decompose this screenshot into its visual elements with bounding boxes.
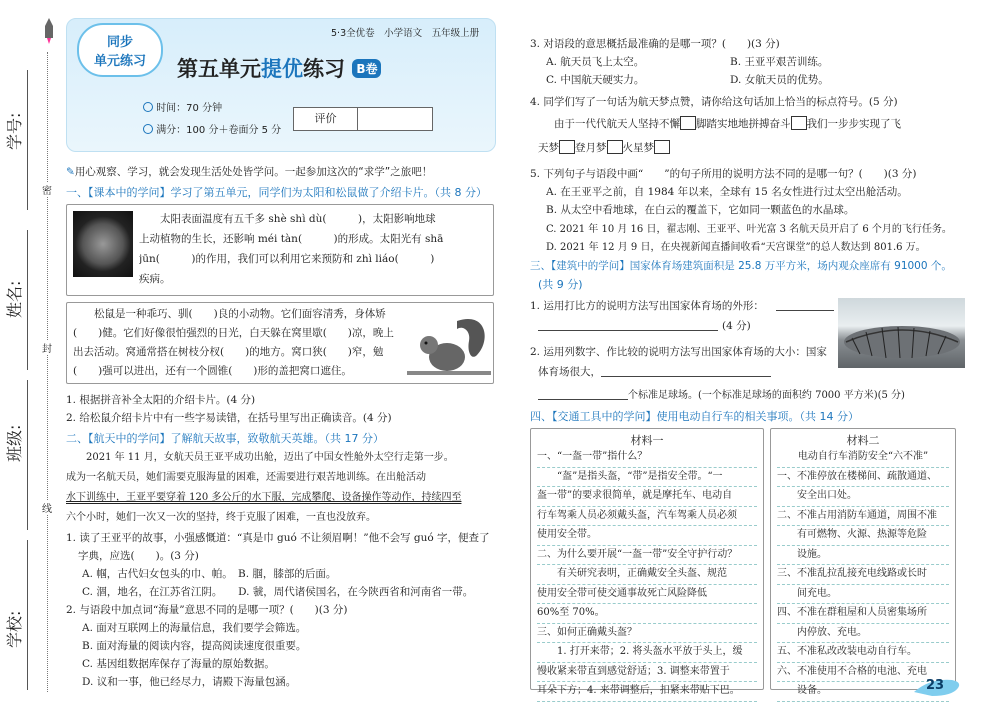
section4-title: 四、【交通工具中的学问】使用电动自行车的相关事项。（共 14 分） <box>530 410 859 423</box>
space-passage <box>66 448 496 528</box>
passage-line-4: 六个小时，她们一次又一次的坚持，终于克服了困难，一直也没放弃。 <box>66 512 376 523</box>
material-one-body: 一、“一盔一带”指什么？ “盔”是指头盔，“带”是指安全带。“一 盔一带”的要求很简单，就是摩托车、电动自 行车驾乘人员必须戴头盔，汽车驾乘人员必须 使用安全带。 二、为什么要开展“一盔一带”安全守护行动？ 有关研究表明，正确戴安全头盔、规范 使用安全带可使交通事故死亡风险降低 60%至 70%。 三、如何正确戴头盔？ 1. 打开来带；2. 将头盔水平放于头上，缓 慢收紧来带直到感觉舒适；3. 调整来带置于 耳朵下方；4. 来带调整后，扣紧来带贴下巴。 <box>531 448 763 702</box>
page-title <box>177 53 381 83</box>
s3-q1-answer-line[interactable] <box>776 310 834 311</box>
squirrel-image <box>407 311 491 379</box>
s2-question-2: 2. 与语段中加点词“海量”意思不同的是哪一项？( )(3 分) <box>66 604 348 616</box>
badge-line2: 单元练习 <box>93 54 146 69</box>
s2-q2-option-b: B. 面对海量的阅读内容，提高阅读速度很重要。 <box>82 640 307 652</box>
s2-q1-options-cd: C. 涸，地名，在江苏省江阴。 D. 虢，周代诸侯国名，在今陕西省和河南省一带。 <box>82 586 474 598</box>
s2-q1-options-ab: A. 帼，古代妇女包头的巾、帕。 B. 腘，膝部的后面。 <box>82 568 337 580</box>
r-q4-sentence-line2: 天梦 登月梦 火星梦 <box>538 140 838 155</box>
s3-q1-points: (4 分) <box>722 320 751 332</box>
time-info <box>143 99 222 114</box>
r-question-3: 3. 对语段的意思概括最准确的是哪一项？( )(3 分) <box>530 38 780 50</box>
page-number: 23 <box>926 678 945 693</box>
s3-question-1: 1. 运用打比方的说明方法写出国家体育场的外形： <box>530 300 764 312</box>
sun-line-1: 太阳表面温度有五千多 shè shì dù( )，太阳影响地球 <box>160 213 436 225</box>
unit-badge <box>77 23 163 77</box>
title-part1: 第五单元 <box>177 57 261 81</box>
score-text: 满分：100 分＋卷面分 5 分 <box>156 125 282 136</box>
punct-box-4[interactable] <box>607 140 623 154</box>
section3-points: (共 9 分) <box>538 278 583 291</box>
sun-image <box>73 211 133 277</box>
right-column <box>530 36 965 696</box>
clock-icon <box>143 102 153 112</box>
s1-question-1: 1. 根据拼音补全太阳的介绍卡片。(4 分) <box>66 394 256 406</box>
eval-label: 评价 <box>294 108 358 130</box>
s2-question-1: 1. 读了王亚平的故事，小强感慨道：“真是巾 guó 不让须眉啊！”他不会写 guó 字，便查了 <box>66 532 490 544</box>
r-q5-option-b: B. 从太空中看地球，在白云的覆盖下，它如同一颗蓝色的水晶球。 <box>546 204 855 216</box>
intro-text: ✎用心观察、学习，就会发现生活处处皆学问。一起参加这次的“求学”之旅吧！ <box>66 166 433 178</box>
dotted-cut-line <box>47 52 48 692</box>
material-two <box>770 428 956 696</box>
check-icon <box>143 124 153 134</box>
r-q5-option-a: A. 在王亚平之前，自 1984 年以来，全球有 15 名女性进行过太空出舱活动。 <box>546 186 908 198</box>
title-part2: 提优 <box>261 57 303 81</box>
r-q3-option-c: C. 中国航天硬实力。 <box>546 74 645 86</box>
eval-input[interactable] <box>358 108 432 130</box>
sun-line-3: jūn( )的作用，我们可以利用它来预防和 zhì liáo( ) <box>139 253 435 265</box>
class-label: 班级: <box>5 424 24 462</box>
sun-line-4: 疾病。 <box>139 273 171 285</box>
time-text: 时间：70 分钟 <box>156 103 223 114</box>
sun-card <box>66 204 494 296</box>
seal-xian: 线 <box>42 500 52 515</box>
series-text: 5·3全优卷 小学语文 五年级上册 <box>331 28 480 39</box>
b-tag: B卷 <box>352 59 381 78</box>
s2-q2-option-c: C. 基因组数据库保存了海量的原始数据。 <box>82 658 275 670</box>
left-column <box>66 18 496 698</box>
seal-mi: 密 <box>42 182 52 197</box>
rocket-icon <box>44 18 54 44</box>
r-q5-option-c: C. 2021 年 10 月 16 日，翟志刚、王亚平、叶光富 3 名航天员开启了 6 个月的飞行任务。 <box>546 224 952 235</box>
badge-line1: 同步 <box>106 35 133 50</box>
squirrel-line-2: ( )健。它们好像很怕强烈的日光，白天躲在窝里歇( )凉，晚上 <box>73 327 394 339</box>
squirrel-line-3: 出去活动。窝通常搭在树枝分杈( )的地方。窝口狭( )窄，勉 <box>73 346 384 358</box>
passage-line-3: 水下训练中，王亚平要穿着 120 多公斤的水下服，完成攀爬、设备操作等动作，持续四至 <box>66 492 462 503</box>
s2-q2-option-a: A. 面对互联网上的海量信息，我们要学会筛选。 <box>82 622 307 634</box>
s3-question-2: 2. 运用列数字、作比较的说明方法写出国家体育场的大小：国家 <box>530 346 827 358</box>
seal-feng: 封 <box>42 340 52 355</box>
squirrel-text <box>73 305 403 381</box>
s3-q1-answer-line-2[interactable] <box>538 330 718 331</box>
punct-box-3[interactable] <box>559 140 575 154</box>
pencil-icon: ✎ <box>66 166 75 178</box>
s2-q2-option-d: D. 议和一事，他已经尽力，请殿下海量包涵。 <box>82 676 297 688</box>
material-one <box>530 428 764 696</box>
s3-q2-answer-blank-2[interactable] <box>538 388 628 400</box>
evaluation-box[interactable] <box>293 107 433 131</box>
s1-question-2: 2. 给松鼠介绍卡片中有一些字易读错，在括号里写出正确读音。(4 分) <box>66 412 392 424</box>
r-q3-option-a: A. 航天员飞上太空。 <box>546 56 645 68</box>
section1-title: 一、【课本中的学问】学习了第五单元，同学们为太阳和松鼠做了介绍卡片。（共 8 分） <box>66 186 487 199</box>
sun-text <box>139 209 489 289</box>
punct-box-1[interactable] <box>680 116 696 130</box>
passage-line-2: 成为一名航天员，她们需要克服海量的困难，还需要进行艰苦地训练。在出舱活动 <box>66 472 426 483</box>
stadium-image <box>838 298 965 368</box>
r-q4-sentence-line1: 由于一代代航天人坚持不懈 脚踏实地地拼搏奋斗 我们一步步实现了飞 <box>554 118 901 130</box>
s3-q2-answer-blank[interactable] <box>601 365 771 377</box>
r-question-4: 4. 同学们写了一句话为航天梦点赞，请你给这句话加上恰当的标点符号。(5 分) <box>530 96 898 108</box>
header-banner <box>66 18 496 152</box>
name-label: 姓名: <box>5 280 24 318</box>
school-label: 学校: <box>5 610 24 648</box>
squirrel-line-4: ( )强可以进出，还有一个圆锥( )形的盖把窝口遮住。 <box>73 365 352 377</box>
squirrel-card <box>66 302 494 384</box>
section2-title: 二、【航天中的学问】了解航天故事，致敬航天英雄。（共 17 分） <box>66 432 384 445</box>
punct-box-2[interactable] <box>791 116 807 130</box>
punct-box-5[interactable] <box>654 140 670 154</box>
student-number-label: 学号: <box>5 112 24 150</box>
material-two-body: 电动自行车消防安全“六不准” 一、不准停放在楼梯间、疏散通道、 安全出口处。 二、不准占用消防车通道，周围不准 有可燃物、火源、热源等危险 设施。 三、不准乱拉乱接充电线路或长时 间充电。 四、不准在群租屋和人员密集场所 内停放、充电。 五、不准私改改装电动自行车。 六、不准使用不合格的电池、充电 设备。 <box>771 448 955 702</box>
sun-line-2: 上动植物的生长，还影响 méi tàn( )的形成。太阳光有 shā <box>139 233 444 245</box>
score-info <box>143 121 281 136</box>
squirrel-line-1: 松鼠是一种乖巧、驯( )良的小动物。它们面容清秀，身体矫 <box>94 308 386 320</box>
section3-title: 三、【建筑中的学问】国家体育场建筑面积是 25.8 万平方米，场内观众座席有 91000 个。 <box>530 260 952 272</box>
r-q5-option-d: D. 2021 年 12 月 9 日，在央视新闻直播间收看“天宫课堂”的总人数达到 801.6 万。 <box>546 242 926 253</box>
r-question-5: 5. 下列句子与语段中画“ ”的句子所用的说明方法不同的是哪一句？( )(3 分) <box>530 168 917 180</box>
s3-q2-line2: 体育场很大， <box>538 364 836 379</box>
passage-line-1: 2021 年 11 月，女航天员王亚平成功出舱，迈出了中国女性舱外太空行走第一步。 <box>86 452 454 463</box>
title-part3: 练习 <box>303 57 345 81</box>
material-two-title: 材料二 <box>846 434 880 447</box>
r-q3-option-b: B. 王亚平艰苦训练。 <box>730 56 829 68</box>
s2-question-1-cont: 字典，应选( )。(3 分) <box>78 550 199 562</box>
material-one-title: 材料一 <box>630 434 664 447</box>
r-q3-option-d: D. 女航天员的优势。 <box>730 74 829 86</box>
binding-margin <box>0 0 62 707</box>
s3-q2-line3: 个标准足球场。(一个标准足球场的面积约 7000 平方米)(5 分) <box>538 386 965 401</box>
page-number-badge <box>912 676 962 698</box>
